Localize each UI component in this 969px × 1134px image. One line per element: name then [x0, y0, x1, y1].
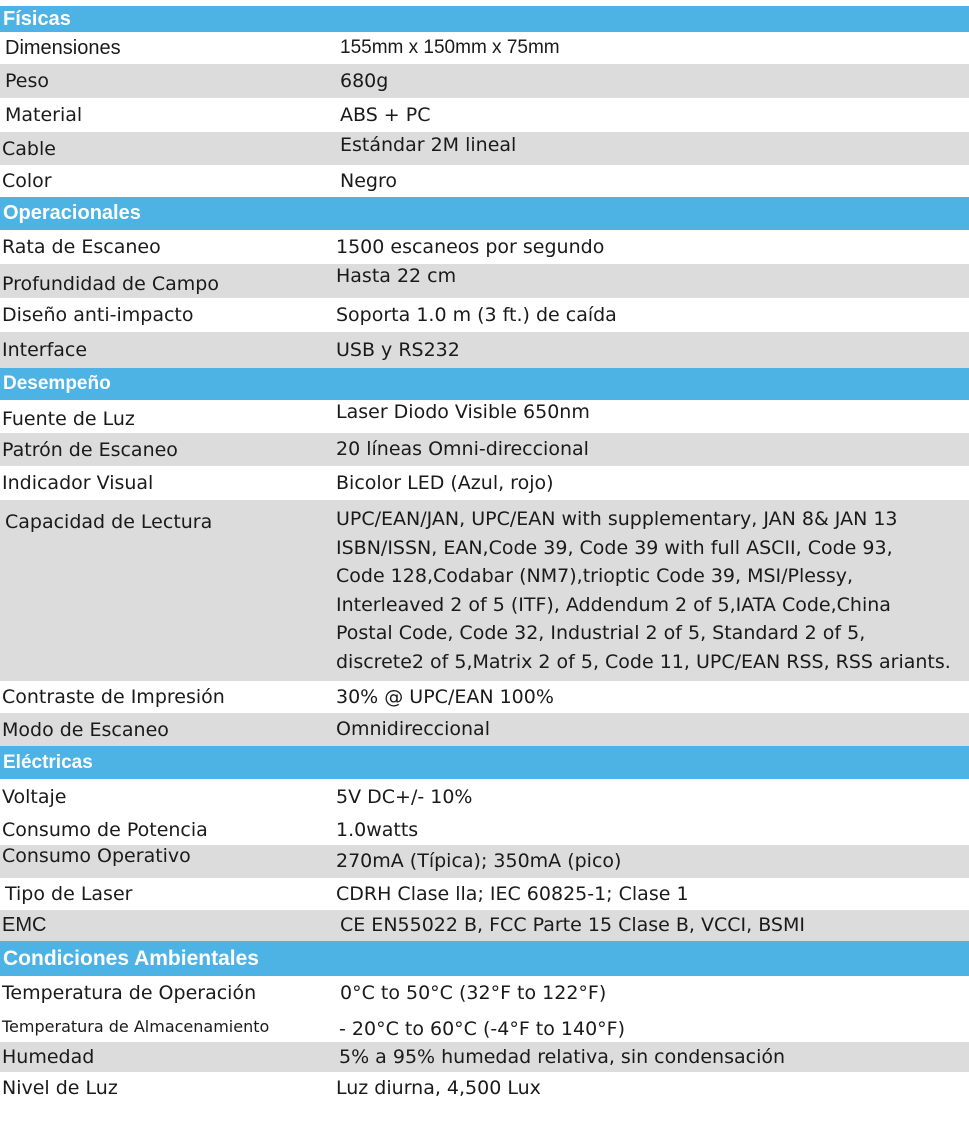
- row-value: Negro: [340, 169, 397, 192]
- value-line: UPC/EAN/JAN, UPC/EAN with supplementary, JAN 8& JAN 13: [336, 508, 898, 530]
- table-row: [0, 230, 969, 264]
- table-row: [0, 845, 969, 878]
- table-row: [0, 433, 969, 466]
- table-row: [0, 910, 969, 941]
- row-label: Profundidad de Campo: [2, 273, 219, 295]
- row-label: Consumo de Potencia: [2, 819, 208, 841]
- row-label: Temperatura de Operación: [2, 982, 257, 1004]
- row-label: Capacidad de Lectura: [5, 511, 213, 533]
- section-header-condiciones-ambientales: [0, 941, 969, 976]
- table-row: [0, 815, 969, 845]
- section-title: Físicas: [3, 7, 71, 30]
- row-value: 0°C to 50°C (32°F to 122°F): [340, 981, 607, 1004]
- table-row: [0, 1010, 969, 1042]
- row-label: Diseño anti-impacto: [2, 304, 194, 326]
- table-row: [0, 98, 969, 132]
- row-value: Bicolor LED (Azul, rojo): [336, 471, 554, 494]
- section-header-operacionales: [0, 197, 969, 230]
- row-label: Cable: [2, 137, 56, 160]
- row-label: Nivel de Luz: [2, 1077, 118, 1099]
- row-value: 30% @ UPC/EAN 100%: [336, 685, 554, 708]
- row-label: EMC: [2, 914, 47, 936]
- row-value: 270mA (Típica); 350mA (pico): [336, 850, 622, 873]
- row-label: Material: [5, 104, 83, 126]
- table-row: [0, 681, 969, 713]
- table-row: [0, 298, 969, 332]
- row-label: Voltaje: [2, 786, 67, 808]
- row-value-multiline: [336, 500, 969, 681]
- table-row: [0, 165, 969, 197]
- table-row: [0, 1042, 969, 1072]
- table-row: [0, 976, 969, 1010]
- row-value: 1.0watts: [336, 818, 419, 841]
- value-line: Code 128,Codabar (NM7),trioptic Code 39, MSI/Plessy,: [336, 565, 854, 587]
- row-label: Fuente de Luz: [2, 407, 135, 430]
- row-label: Peso: [5, 70, 49, 92]
- row-label: Patrón de Escaneo: [2, 438, 178, 461]
- table-row: [0, 132, 969, 165]
- row-label: Tipo de Laser: [5, 883, 133, 905]
- table-row: [0, 1072, 969, 1104]
- row-value: 5V DC+/- 10%: [336, 785, 473, 808]
- row-value: CE EN55022 B, FCC Parte 15 Clase B, VCCI, BSMI: [340, 914, 805, 937]
- row-value: Laser Diodo Visible 650nm: [336, 401, 590, 424]
- row-value: - 20°C to 60°C (-4°F to 140°F): [339, 1017, 626, 1040]
- table-row: [0, 878, 969, 910]
- table-row: [0, 264, 969, 298]
- value-line: Interleaved 2 of 5 (ITF), Addendum 2 of 5,IATA Code,China: [336, 593, 891, 616]
- row-value: Luz diurna, 4,500 Lux: [336, 1076, 541, 1099]
- row-value: Estándar 2M lineal: [340, 134, 517, 157]
- section-title: Operacionales: [3, 202, 141, 224]
- table-row: [0, 64, 969, 98]
- row-label: Modo de Escaneo: [2, 718, 169, 741]
- section-header-fisicas: [0, 6, 969, 32]
- row-value: ABS + PC: [340, 103, 431, 126]
- row-value: USB y RS232: [336, 338, 460, 361]
- row-label: Contraste de Impresión: [2, 686, 225, 708]
- row-label: Rata de Escaneo: [2, 236, 161, 258]
- row-label: Indicador Visual: [2, 472, 154, 494]
- row-value: 5% a 95% humedad relativa, sin condensación: [339, 1045, 786, 1068]
- row-value: CDRH Clase lla; IEC 60825-1; Clase 1: [336, 882, 689, 905]
- section-title: Condiciones Ambientales: [3, 946, 259, 970]
- table-row: [0, 779, 969, 815]
- row-value: 20 líneas Omni-direccional: [336, 438, 589, 461]
- row-label: Temperatura de Almacenamiento: [2, 1016, 270, 1036]
- table-row: [0, 713, 969, 746]
- row-label: Humedad: [2, 1046, 95, 1068]
- row-value: 155mm x 150mm x 75mm: [340, 36, 560, 58]
- row-label: Color: [2, 170, 52, 192]
- table-row: [0, 332, 969, 368]
- table-row: [0, 32, 969, 64]
- table-row: [0, 500, 969, 681]
- value-line: ISBN/ISSN, EAN,Code 39, Code 39 with full ASCII, Code 93,: [336, 536, 893, 559]
- row-value: Omnidireccional: [336, 718, 490, 741]
- row-label: Dimensiones: [5, 36, 121, 59]
- table-row: [0, 400, 969, 433]
- section-title: Desempeño: [3, 373, 111, 394]
- row-label: Consumo Operativo: [2, 844, 191, 867]
- section-header-desempeno: [0, 368, 969, 400]
- table-row: [0, 466, 969, 500]
- section-title: Eléctricas: [3, 751, 93, 773]
- row-value: 680g: [340, 69, 389, 92]
- value-line: Postal Code, Code 32, Industrial 2 of 5, Standard 2 of 5,: [336, 622, 866, 644]
- row-value: 1500 escaneos por segundo: [336, 235, 605, 258]
- row-value: Soporta 1.0 m (3 ft.) de caída: [336, 303, 617, 326]
- row-label: Interface: [2, 339, 88, 361]
- value-line: discrete2 of 5,Matrix 2 of 5, Code 11, UPC/EAN RSS, RSS ariants.: [336, 650, 951, 673]
- row-value: Hasta 22 cm: [336, 264, 457, 287]
- section-header-electricas: [0, 746, 969, 779]
